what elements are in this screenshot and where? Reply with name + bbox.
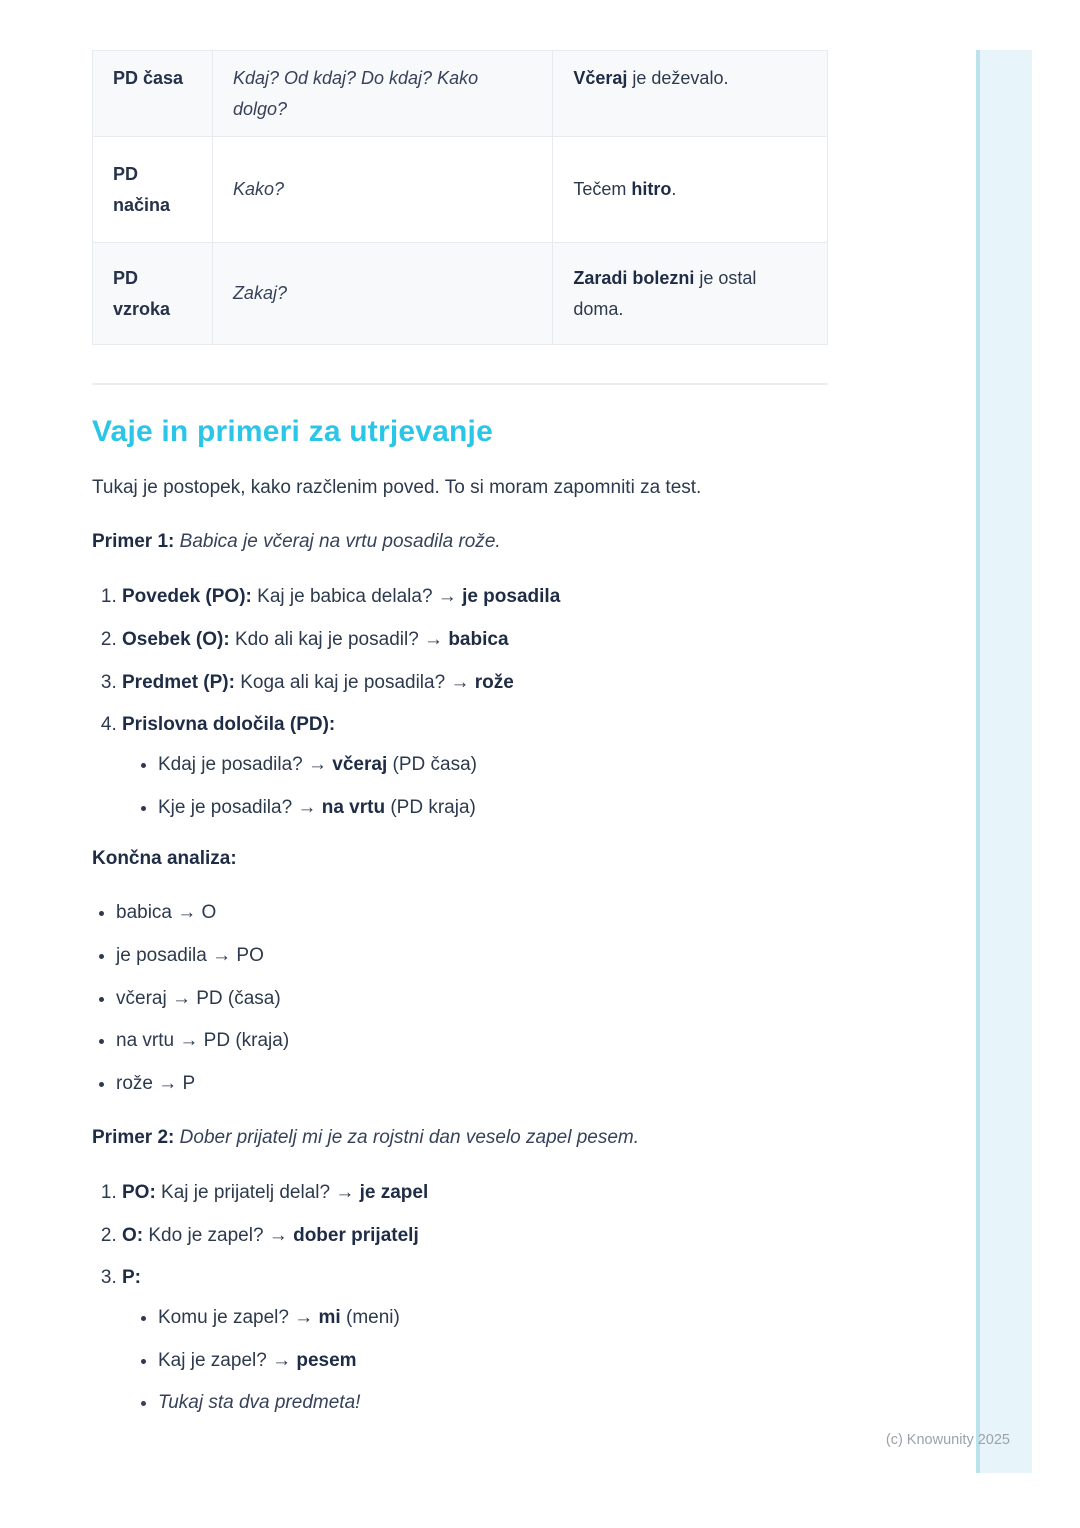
list-item: • babica → O — [116, 900, 828, 926]
list-item — [122, 1180, 828, 1206]
list-item-note: • Tukaj sta dva predmeta! — [158, 1390, 828, 1416]
list-item — [158, 1305, 828, 1331]
list-item — [122, 712, 828, 820]
step-lead: Povedek (PO): — [122, 586, 252, 608]
sub-answer: pesem — [296, 1349, 357, 1371]
sub-note: (PD časa) — [387, 754, 477, 776]
step-question: Kdo ali kaj je posadil? → — [229, 629, 449, 651]
table-cell-type: PD vzroka — [93, 243, 213, 345]
step-lead: Prislovna določila (PD): — [122, 714, 336, 736]
section-intro-text: Tukaj je postopek, kako razčlenim poved. To si moram zapomniti za test. — [92, 477, 702, 499]
table-cell-question: Kdaj? Od kdaj? Do kdaj? Kako dolgo? — [212, 51, 552, 137]
primer2-sentence — [92, 1125, 828, 1151]
primer1-example-sentence: Babica je včeraj na vrtu posadila rože. — [174, 530, 501, 552]
step-lead: Osebek (O): — [122, 629, 230, 651]
example-rest: je deževalo. — [627, 68, 729, 88]
list-item: • rože → P — [116, 1071, 828, 1097]
step-answer: je zapel — [359, 1182, 429, 1204]
page-edge-stripe — [976, 50, 1032, 1473]
example-pre: Tečem — [573, 179, 632, 200]
list-item: • na vrtu → PD (kraja) — [116, 1028, 828, 1054]
primer1-pd-sublist — [122, 752, 828, 820]
step-question: Koga ali kaj je posadila? → — [234, 671, 475, 693]
document-content — [92, 0, 828, 1433]
step-question: Kaj je prijatelj delal? → — [155, 1182, 360, 1204]
copyright-watermark: (c) Knowunity 2025 — [885, 1432, 1010, 1448]
list-item: • je posadila → PO — [116, 943, 828, 969]
list-item — [158, 752, 828, 778]
step-lead: Predmet (P): — [122, 671, 235, 693]
table-row — [93, 51, 828, 137]
list-item — [122, 1265, 828, 1416]
list-item — [122, 584, 828, 610]
sub-answer: na vrtu — [321, 796, 386, 818]
step-answer: dober prijatelj — [293, 1224, 419, 1246]
step-lead: PO: — [122, 1182, 156, 1204]
table-cell-example — [553, 51, 828, 137]
table-cell-example — [553, 137, 828, 243]
table-row — [93, 137, 828, 243]
example-bold: Zaradi bolezni — [573, 268, 695, 289]
section-divider — [92, 383, 828, 385]
sub-question: Kaj je zapel? → — [158, 1349, 297, 1371]
step-answer: je posadila — [462, 586, 561, 608]
primer2-label: Primer 2: — [92, 1126, 175, 1148]
table-row — [93, 243, 828, 345]
sub-question: Kje je posadila? → — [158, 796, 322, 818]
primer2-steps-list — [92, 1180, 828, 1416]
example-rest: je ostal doma. — [573, 268, 757, 319]
sub-answer: mi — [318, 1307, 341, 1329]
list-item — [122, 1223, 828, 1249]
primer2-p-sublist — [122, 1305, 828, 1416]
step-question: Kaj je babica delala? → — [251, 586, 463, 608]
example-bold: hitro — [631, 179, 672, 200]
list-item — [122, 627, 828, 653]
step-answer: rože — [474, 671, 514, 693]
sub-note: (PD kraja) — [385, 796, 476, 818]
table-cell-question: Kako? — [212, 137, 552, 243]
step-lead: P: — [122, 1267, 141, 1289]
table-cell-question: Zakaj? — [212, 243, 552, 345]
primer1-steps-list — [92, 584, 828, 820]
section-heading: Vaje in primeri za utrjevanje — [92, 415, 493, 449]
step-question: Kdo je zapel? → — [143, 1224, 294, 1246]
step-lead: O: — [122, 1224, 144, 1246]
primer1-label: Primer 1: — [92, 530, 175, 552]
sub-note: (meni) — [340, 1307, 400, 1329]
table-cell-type: PD načina — [93, 137, 213, 243]
list-item — [158, 1348, 828, 1374]
primer1-sentence — [92, 529, 828, 555]
example-rest: . — [671, 179, 677, 200]
sub-question: Kdaj je posadila? → — [158, 754, 333, 776]
table-cell-type: PD časa — [93, 51, 213, 137]
example-bold: Včeraj — [573, 68, 628, 88]
primer2-example-sentence: Dober prijatelj mi je za rojstni dan veselo zapel pesem. — [174, 1126, 640, 1148]
adverbial-types-table — [92, 50, 828, 345]
sub-answer: včeraj — [332, 754, 388, 776]
step-answer: babica — [448, 629, 509, 651]
list-item: • včeraj → PD (časa) — [116, 986, 828, 1012]
final-analysis-heading: Končna analiza: — [92, 848, 237, 870]
list-item — [122, 670, 828, 696]
table-cell-example — [553, 243, 828, 345]
sub-question: Komu je zapel? → — [158, 1307, 319, 1329]
list-item — [158, 795, 828, 821]
final-analysis-list — [92, 900, 828, 1096]
